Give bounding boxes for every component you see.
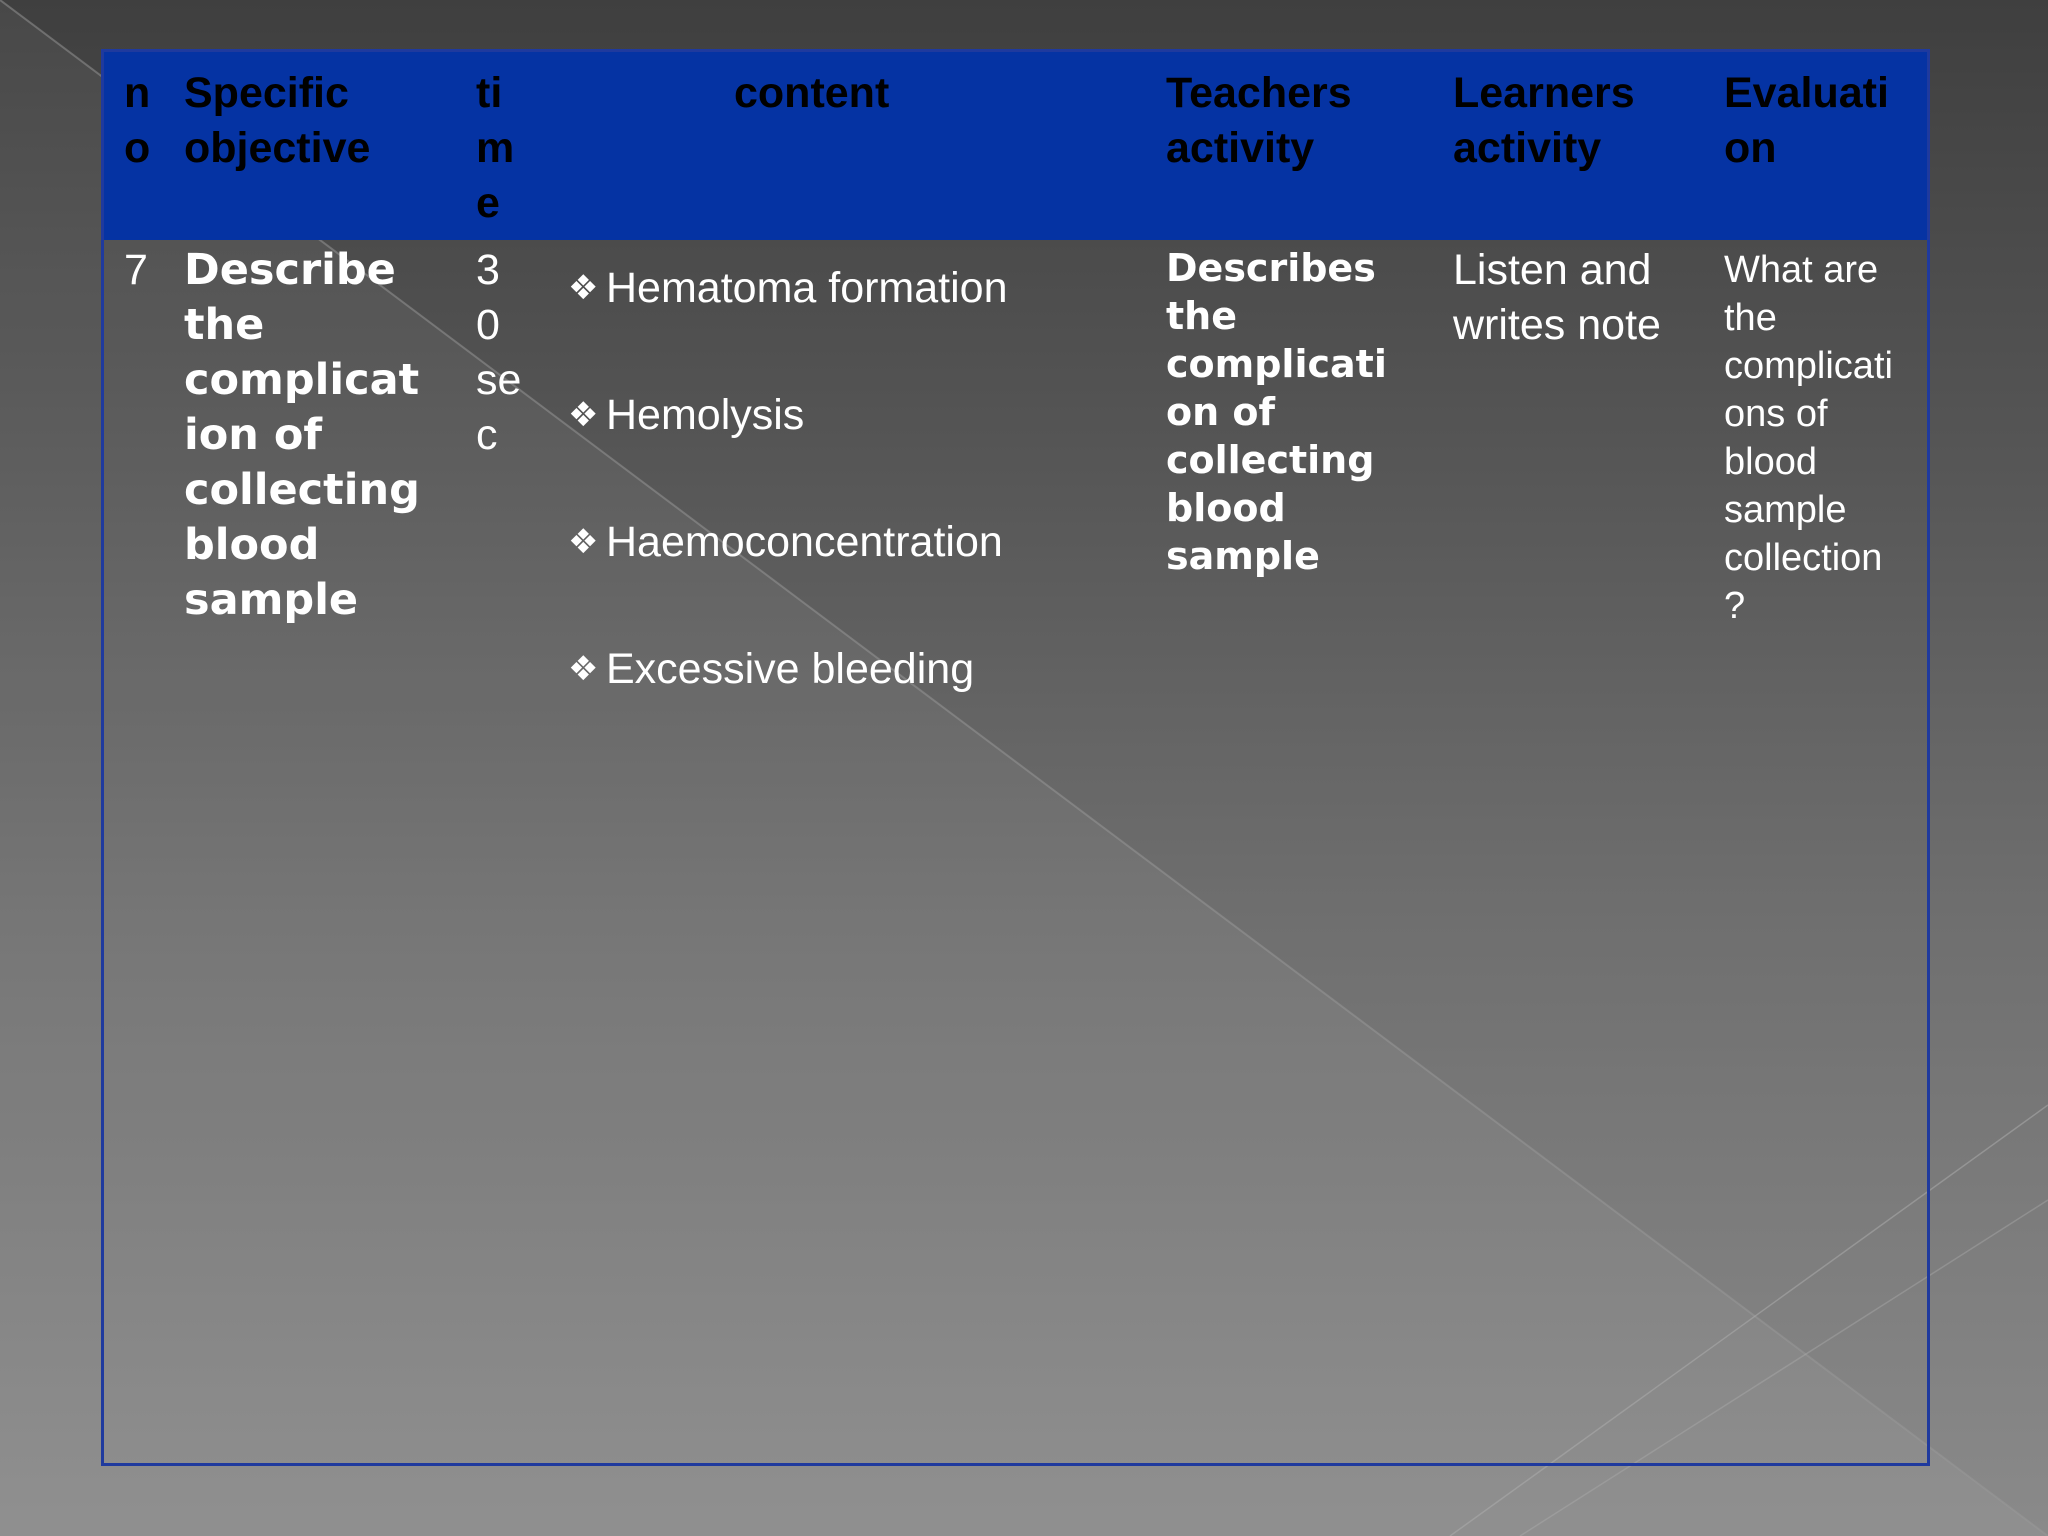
- table-header-row: [104, 52, 1927, 240]
- header-content: content: [734, 69, 890, 117]
- diamond-bullet-icon: ❖: [568, 268, 599, 308]
- specific-objective-cell: Describe the complicat ion of collecting blood sample: [184, 245, 420, 625]
- header-evaluation: Evaluati on: [1724, 69, 1889, 172]
- content-item-text: Hemolysis: [606, 391, 805, 439]
- time-cell: 3 0 se c: [476, 246, 522, 459]
- lesson-plan-table: [101, 49, 1930, 1466]
- diamond-bullet-icon: ❖: [568, 649, 599, 689]
- list-item: [568, 515, 1168, 624]
- header-teachers-activity: Teachers activity: [1166, 69, 1352, 172]
- list-item: [568, 388, 1168, 497]
- teachers-activity-cell: Describes the complicati on of collecting blood sample: [1166, 246, 1387, 578]
- header-no: n o: [124, 69, 151, 172]
- learners-activity-cell: Listen and writes note: [1453, 246, 1661, 349]
- header-time: ti m e: [476, 69, 515, 227]
- diamond-bullet-icon: ❖: [568, 522, 599, 562]
- header-specific-objective: Specific objective: [184, 69, 371, 172]
- list-item: [568, 642, 1168, 751]
- content-item-text: Excessive bleeding: [606, 645, 975, 693]
- diamond-bullet-icon: ❖: [568, 395, 599, 435]
- content-item-text: Hematoma formation: [606, 264, 1008, 312]
- content-item-text: Haemoconcentration: [606, 518, 1003, 566]
- row-number: 7: [124, 246, 148, 294]
- list-item: [568, 261, 1168, 370]
- evaluation-cell: What are the complicati ons of blood sample collection ?: [1724, 249, 1893, 627]
- header-learners-activity: Learners activity: [1453, 69, 1635, 172]
- content-list: [568, 243, 1168, 769]
